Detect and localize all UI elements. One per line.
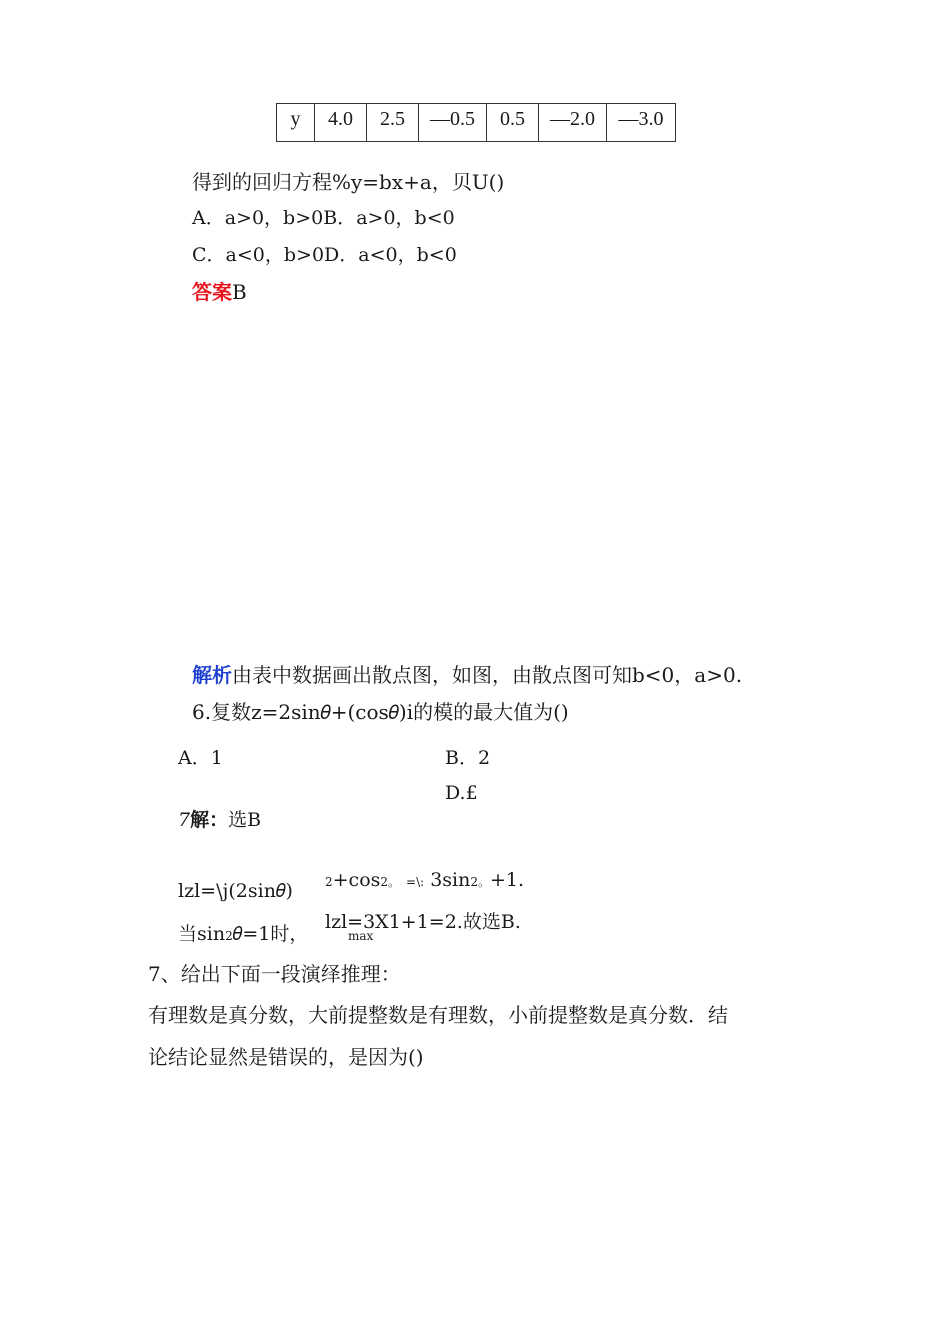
q6-max-subscript: max — [348, 929, 374, 943]
q6-solution — [178, 805, 261, 832]
q6-stem: 6.复数z=2sin𝜃+(cos𝜃)i的模的最大值为() — [192, 700, 569, 724]
q6-option-a: A．1 — [178, 747, 223, 769]
q5-answer — [192, 276, 247, 305]
analysis-label: 解析 — [192, 663, 232, 687]
q5-stem: 得到的回归方程%y=bx+a，贝U() — [192, 170, 505, 194]
q7-line1: 有理数是真分数，大前提整数是有理数，小前提整数是真分数．结 — [148, 1003, 728, 1027]
table-row — [277, 104, 676, 142]
q6-option-d: D.£ — [445, 782, 478, 804]
answer-label: 答案 — [192, 280, 232, 304]
table-cell: y — [277, 104, 315, 142]
table-cell: 0.5 — [487, 104, 539, 142]
solution-text: 选B — [228, 809, 262, 831]
q6-option-b: B．2 — [445, 747, 491, 769]
q6-formula-left: lzl=\j(2sin𝜃) — [178, 880, 293, 902]
table-cell: 2.5 — [367, 104, 419, 142]
solution-prefix: 7 — [178, 809, 191, 831]
q5-options-cd: C．a<0，b>0D．a<0，b<0 — [192, 244, 457, 266]
analysis-text: 由表中数据画出散点图，如图，由散点图可知b<0，a>0. — [232, 663, 743, 687]
q6-when-clause: 当sin2𝜃=1时， — [178, 923, 309, 945]
solution-label: 解： — [190, 809, 229, 831]
table-cell: —0.5 — [419, 104, 487, 142]
q5-analysis — [192, 659, 742, 688]
answer-value: B — [232, 280, 247, 304]
table-cell: —2.0 — [539, 104, 607, 142]
y-values-table — [276, 103, 676, 142]
q6-max-line: lzl=3X1+1=2.故选B. — [325, 911, 521, 933]
q7-line2: 论结论显然是错误的，是因为() — [148, 1045, 424, 1069]
q5-options-ab: A．a>0，b>0B．a>0，b<0 — [192, 207, 455, 229]
table-cell: —3.0 — [607, 104, 676, 142]
q6-formula-right: 2+cos2。 =\: 3sin2。+1. — [325, 869, 525, 891]
table-cell: 4.0 — [315, 104, 367, 142]
q7-stem: 7、给出下面一段演绎推理： — [148, 962, 401, 986]
